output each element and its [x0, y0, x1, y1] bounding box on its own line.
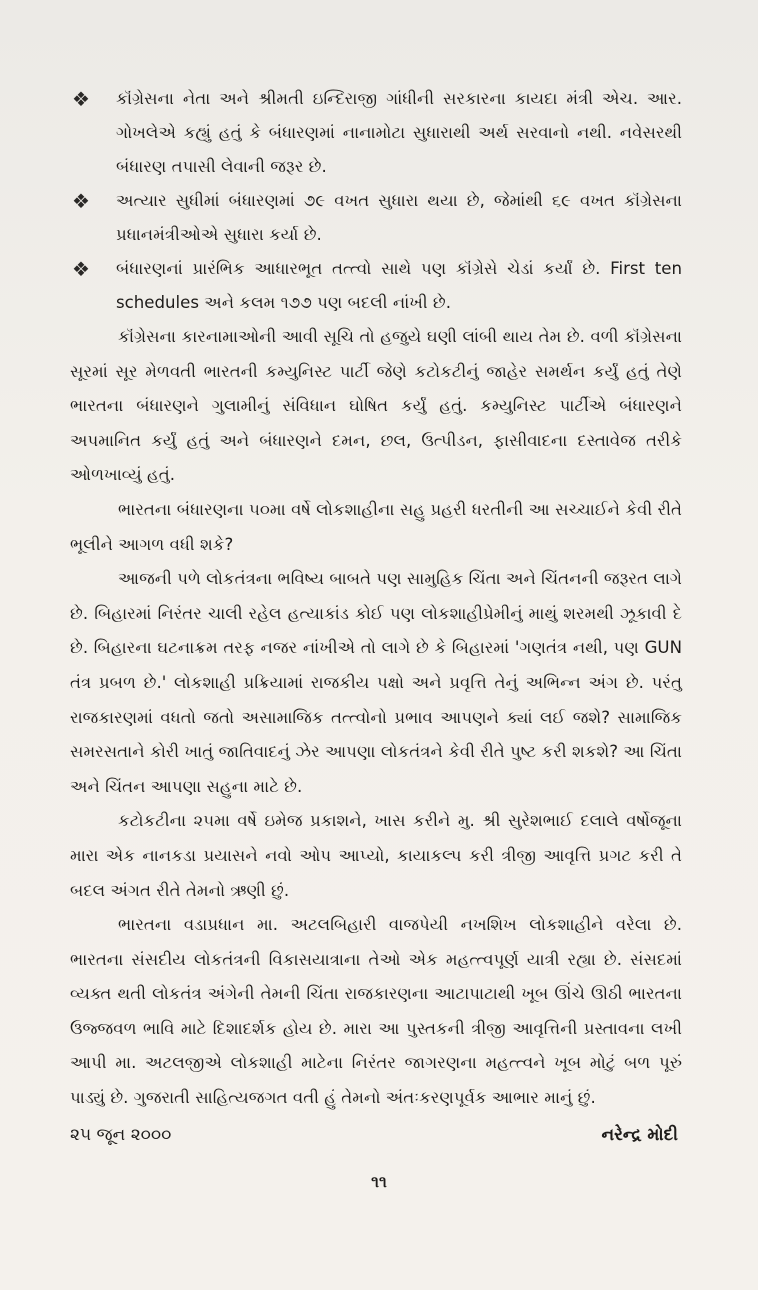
bullet-text: બંધારણનાં પ્રારંભિક આધારભૂત તત્ત્વો સાથે પણ કૉંગ્રેસે ચેડાં કર્યાં છે. First ten schedules અને કલમ ૧૭૭ પણ બદલી નાંખી છે. — [116, 259, 682, 312]
diamond-ornament-icon: ❖ — [72, 87, 90, 111]
bullet-item — [70, 82, 682, 184]
body-paragraph: ભારતના વડાપ્રધાન મા. અટલબિહારી વાજપેયી નખશિખ લોકશાહીને વરેલા છે. ભારતના સંસદીય લોકતંત્રની વિકાસયાત્રાના તેઓ એક મહત્ત્વપૂર્ણ યાત્રી રહ્યા છે. સંસદમાં વ્યક્ત થતી લોકતંત્ર અંગેની તેમની ચિંતા રાજકારણના આટાપાટાથી ખૂબ ઊંચે ઊઠી ભારતના ઉજ્જવળ ભાવિ માટે દિશાદર્શક હોય છે. મારા આ પુસ્તકની ત્રીજી આવૃત્તિની પ્રસ્તાવના લખી આપી મા. અટલજીએ લોકશાહી માટેના નિરંતર જાગરણના મહત્ત્વને ખૂબ મોટું બળ પૂરું પાડ્યું છે. ગુજરાતી સાહિત્યજગત વતી હું તેમનો અંતઃકરણપૂર્વક આભાર માનું છું. — [70, 915, 682, 1108]
bullet-text: કૉંગ્રેસના નેતા અને શ્રીમતી ઇન્દિરાજી ગાંધીની સરકારના કાયદા મંત્રી એચ. આર. ગોખલેએ કહ્યું હતું કે બંધારણમાં નાનામોટા સુધારાથી અર્થ સરવાનો નથી. નવેસરથી બંધારણ તપાસી લેવાની જરૂર છે. — [116, 89, 682, 176]
bullet-item — [70, 184, 682, 252]
body-paragraph: આજની પળે લોકતંત્રના ભવિષ્ય બાબતે પણ સામુહિક ચિંતા અને ચિંતનની જરૂરત લાગે છે. બિહારમાં નિરંતર ચાલી રહેલ હત્યાકાંડ કોઈ પણ લોકશાહીપ્રેમીનું માથું શરમથી ઝૂકાવી દે છે. બિહારના ઘટનાક્રમ તરફ નજર નાંખીએ તો લાગે છે કે બિહારમાં 'ગણતંત્ર નથી, પણ GUN તંત્ર પ્રબળ છે.' લોકશાહી પ્રક્રિયામાં રાજકીય પક્ષો અને પ્રવૃત્તિ તેનું અભિન્ન અંગ છે. પરંતુ રાજકારણમાં વધતો જતો અસામાજિક તત્ત્વોનો પ્રભાવ આપણને ક્યાં લઈ જશે? સામાજિક સમરસતાને કોરી ખાતું જાતિવાદનું ઝેર આપણા લોકતંત્રને કેવી રીતે પુષ્ટ કરી શકશે? આ ચિંતા અને ચિંતન આપણા સહુના માટે છે. — [70, 569, 683, 796]
diamond-ornament-icon: ❖ — [72, 257, 90, 281]
body-paragraph: કટોકટીના ૨૫મા વર્ષે ઇમેજ પ્રકાશને, ખાસ કરીને મુ. શ્રી સુરેશભાઈ દલાલે વર્ષોજૂના મારા એક નાનકડા પ્રયાસને નવો ઓપ આપ્યો, કાયાકલ્પ કરી ત્રીજી આવૃત્તિ પ્રગટ કરી તે બદલ અંગત રીતે તેમનો ઋણી છું. — [70, 811, 682, 900]
bullet-item — [70, 252, 682, 320]
signature-row — [70, 1118, 682, 1152]
body-paragraph: ભારતના બંધારણના ૫૦મા વર્ષે લોકશાહીના સહુ પ્રહરી ધરતીની આ સચ્ચાઈને કેવી રીતે ભૂલીને આગળ વધી શકે? — [70, 499, 682, 554]
bullet-text: અત્યાર સુધીમાં બંધારણમાં ૭૯ વખત સુધારા થયા છે, જેમાંથી ૬૯ વખત કૉંગ્રેસના પ્રધાનમંત્રીઓએ સુધારા કર્યા છે. — [116, 191, 682, 244]
diamond-ornament-icon: ❖ — [72, 189, 90, 213]
signature-name: નરેન્દ્ર મોદી — [601, 1124, 678, 1145]
page-number: ૧૧ — [371, 1172, 387, 1191]
body-paragraph: કૉંગ્રેસના કારનામાઓની આવી સૂચિ તો હજુયે ઘણી લાંબી થાય તેમ છે. વળી કૉંગ્રેસના સૂરમાં સૂર મેળવતી ભારતની કમ્યુનિસ્ટ પાર્ટી જેણે કટોકટીનું જાહેર સમર્થન કર્યું હતું તેણે ભારતના બંધારણને ગુલામીનું સંવિધાન ઘોષિત કર્યું હતું. કમ્યુનિસ્ટ પાર્ટીએ બંધારણને અપમાનિત કર્યું હતું અને બંધારણને દમન, છલ, ઉત્પીડન, ફાસીવાદના દસ્તાવેજ તરીકે ઓળખાવ્યું હતું. — [70, 327, 682, 485]
signature-date: ૨૫ જૂન ૨૦૦૦ — [70, 1124, 172, 1145]
page-body — [70, 82, 682, 1152]
